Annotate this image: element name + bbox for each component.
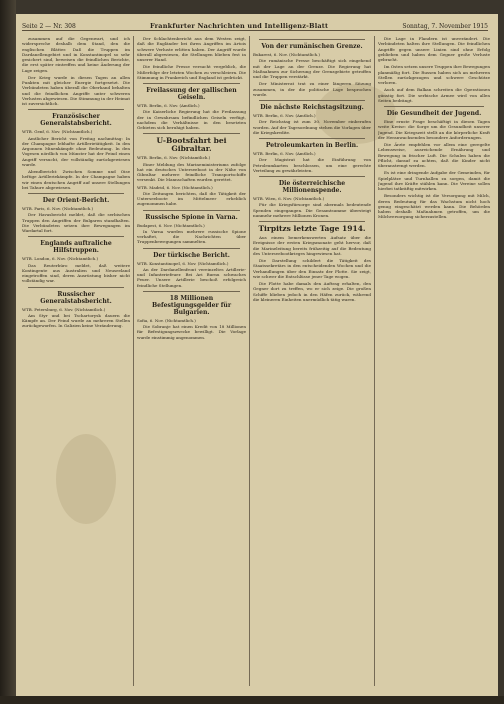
section-separator xyxy=(143,83,240,84)
section-separator xyxy=(143,291,240,292)
column-rule xyxy=(249,36,250,686)
article-headline: Die österreichische Millionenspende. xyxy=(278,180,346,194)
article-headline: Die nächste Reichstagsitzung. xyxy=(260,104,364,111)
dateline: WTB. London, 6. Nov. (Nichtamtlich.) xyxy=(22,256,99,262)
article-paragraph: Die Lage in Flandern ist unverändert. Die Verbündeten halten ihre Stellungen. Die feindlichen Angriffe gegen unsere Linien sind ohne Erfolg geblieben und haben dem Gegner große Verluste gebracht. xyxy=(378,36,490,62)
section-separator xyxy=(28,287,124,288)
article-headline: Russische Spione in Varna. xyxy=(145,213,238,221)
article-paragraph: Der Reichstag ist zum 30. November einberufen worden. Auf der Tagesordnung stehen die Vorlagen über die Kriegskredite. xyxy=(253,119,371,135)
section-separator xyxy=(259,100,365,101)
article-paragraph: Einer Meldung des Marineministeriums zufolge hat ein deutsches Unterseeboot in der Nähe von Gibraltar mehrere feindliche Transportschiffe versenkt. Die Mannschaften wurden gerettet. xyxy=(137,161,246,183)
column-rule xyxy=(133,36,134,686)
article-paragraph: Die Flotte habe damals den Auftrag erhalten, den Gegner dort zu treffen, wo er sich zeige. Die großen Schiffe blieben jedoch in den Häfen zurück, während die kleineren Einheiten unermüdlich tätig waren. xyxy=(253,281,371,302)
section-separator xyxy=(143,210,240,211)
dateline: WTB. Paris, 6. Nov. (Nichtamtlich.) xyxy=(22,206,94,211)
article-paragraph: Besonders wichtig ist die Versorgung mit Milch, deren Bedeutung für das Wachstum nicht hoch genug eingeschätzt werden kann. Die Behörden haben deshalb Maßnahmen getroffen, um die Milchversorgung sicherzustellen. xyxy=(378,193,490,220)
article-paragraph: Eine ernste Frage beschäftigt in diesen Tagen weite Kreise: die Sorge um die Gesundheit unserer Jugend. Die Kriegszeit stellt an die körperliche Kraft der Heranwachsenden besondere Anforderungen. xyxy=(378,119,490,140)
article-paragraph: Die Sobranje hat einen Kredit von 18 Millionen für Befestigungszwecke bewilligt. Die Vorlage wurde einstimmig angenommen. xyxy=(137,324,246,340)
dateline: WTB. Berlin, 6. Nov. (Amtlich.) xyxy=(137,103,200,108)
page-number: Seite 2 — Nr. 308 xyxy=(22,23,76,30)
article-paragraph: Die Kaiserliche Regierung hat die Freilassung der in Gewahrsam befindlichen Geiseln verfügt, nachdem die Verhältnisse in den besetzten Gebieten sich beruhigt haben. xyxy=(137,109,246,130)
article-headline: Russischer Generalstabsbericht. xyxy=(40,290,112,305)
dateline: WTB. Wien, 6. Nov. (Nichtamtlich.) xyxy=(253,196,325,201)
article-paragraph: Die Darstellung schildert die Tätigkeit des Staatssekretärs in den entscheidenden Wochen und die Verhandlungen über den Einsatz der Flotte. Sie zeigt, wie schwer die Entschlüsse jener Tage wogen. xyxy=(253,258,371,279)
dateline: WTB. Berlin, 6. Nov. (Amtlich.) xyxy=(253,113,316,118)
article-headline: Freilassung der gallischen Geiseln. xyxy=(146,87,237,101)
dateline: Bukarest, 6. Nov. (Nichtamtlich.) xyxy=(253,52,320,57)
article-paragraph: Amtlicher Bericht von Freitag nachmittag: In der Champagne lebhafte Artillerietätigkeit. In den Argonnen Minenkämpfe ohne Bedeutung. In den Vogesen nördlich von Münster hat der Feind einen Angriff versucht, der vollständig zurückgewiesen wurde. xyxy=(22,135,130,167)
article-headline: Petroleumkarten in Berlin. xyxy=(265,142,359,149)
article-paragraph: An der Dardanellenfront vereinzeltes Artillerie- und Infanteriefeuer. Bei Ari Burnu schwaches Feuer. Unsere Artillerie beschoß erfolgreich feindliche Stellungen. xyxy=(137,266,246,288)
article-paragraph: Das Reuterbüro meldet, daß weitere Kontingente aus Australien und Neuseeland eingetroffen sind, deren Ausrüstung bisher nicht vollständig war. xyxy=(22,262,130,284)
section-separator xyxy=(259,138,365,139)
article-paragraph: Im Osten setzen unsere Truppen ihre Bewegungen planmäßig fort. Die Russen haben sich an mehreren Stellen zurückgezogen und schwere Geschütze verloren. xyxy=(378,64,490,85)
page-header xyxy=(22,18,488,31)
article-paragraph: Der Ministerrat trat zu einer längeren Sitzung zusammen, in der die politische Lage besprochen wurde. xyxy=(253,81,371,97)
article-paragraph: zusammen auf die Gegenwart, und ich widerspreche deshalb dem Stand, den die englischen Blätter. Daß die Truppen im Dardanellengebiet und in Konstantinopel so sehr gesichert sind, beweisen die feindlichen Berichte, die erst später eintreffen und keine Änderung der Lage zeigen. xyxy=(22,36,130,73)
section-separator xyxy=(28,109,124,110)
column-2 xyxy=(137,36,246,691)
column-rule xyxy=(374,36,375,686)
article-headline: 18 Millionen Befestigungsgelder für Bulgarien. xyxy=(151,294,232,316)
article-headline: Der türkische Bericht. xyxy=(153,251,230,259)
article-paragraph: Die rumänische Presse beschäftigt sich eingehend mit der Lage an der Grenze. Die Regierung hat Maßnahmen zur Sicherung der Grenzgebiete getroffen und die Truppen verstärkt. xyxy=(253,58,371,79)
binding-edge xyxy=(0,0,16,704)
article-headline: Die Gesundheit der Jugend. xyxy=(386,110,482,117)
column-4 xyxy=(378,36,490,691)
article-paragraph: Auch auf dem Balkan schreiten die Operationen günstig fort. Die serbische Armee wird von allen Seiten bedrängt. xyxy=(378,87,490,103)
article-paragraph: Der Schlachtenbericht aus dem Westen zeigt, daß die Engländer bei ihren Angriffen im Artois schwere Verluste erlitten haben. Der Angriff wurde überall abgewiesen, die Stellungen blieben fest in unserer Hand. xyxy=(137,36,246,62)
column-3 xyxy=(253,36,371,691)
article-headline: Von der rumänischen Grenze. xyxy=(261,43,363,50)
article-paragraph: Die Zeitungen berichten, daß die Tätigkeit der Unterseeboote im Mittelmeer erheblich zugenommen habe. xyxy=(137,190,246,207)
article-paragraph: Der Krieg wurde in diesen Tagen an allen Punkten mit gleicher Energie fortgesetzt. Die Verbündeten haben überall die Oberhand behalten und die feindlichen Angriffe unter schweren Verlusten abgewiesen. Die Stimmung in der Heimat ist zuversichtlich. xyxy=(22,74,130,106)
dateline: WTB. Genf, 6. Nov. (Nichtamtlich.) xyxy=(22,129,93,135)
column-1 xyxy=(22,36,130,691)
section-separator xyxy=(259,39,365,40)
article-headline: Englands auftraliche Hilfstruppen. xyxy=(40,240,112,255)
article-paragraph: Aus einem bemerkenswerten Aufsatz über die Ereignisse der ersten Kriegsmonate geht hervor, daß die Marineleitung bereits frühzeitig auf die Bedeutung des Unterseebootkrieges hingewiesen hat. xyxy=(253,235,371,256)
article-headline: Der Orient-Bericht. xyxy=(42,197,110,204)
dateline: WTB. Berlin, 6. Nov. (Nichtamtlich.) xyxy=(137,155,211,161)
section-separator xyxy=(28,236,124,237)
dateline: Budapest, 6. Nov. (Nichtamtlich.) xyxy=(137,222,205,228)
article-paragraph: In Varna wurden mehrere russische Spione verhaftet, die Nachrichten über Truppenbewegungen sammelten. xyxy=(137,228,246,245)
section-separator xyxy=(259,221,365,222)
article-paragraph: Abendbericht: Zwischen Somme und Oise heftige Artilleriekämpfe. In der Champagne haben wir einen deutschen Angriff auf unsere Stellungen bei Tahure abgewiesen. xyxy=(22,169,130,190)
section-separator xyxy=(143,133,240,134)
article-paragraph: Für die Kriegsfürsorge sind abermals bedeutende Spenden eingegangen. Die Gesamtsumme übersteigt nunmehr mehrere Millionen Kronen. xyxy=(253,202,371,218)
article-headline: Französischer Generalstabsbericht. xyxy=(40,113,112,128)
section-separator xyxy=(28,193,124,194)
article-paragraph: Der Magistrat hat die Einführung von Petroleumkarten beschlossen, um eine gerechte Verteilung zu gewährleisten. xyxy=(253,157,371,173)
dateline: WTB. Konstantinopel, 6. Nov. (Nichtamtlich.) xyxy=(137,260,229,266)
dateline: WTB. Madrid, 6. Nov. (Nichtamtlich.) xyxy=(137,184,213,190)
newspaper-page xyxy=(16,14,498,698)
dateline: Sofia, 6. Nov. (Nichtamtlich.) xyxy=(137,317,196,323)
article-paragraph: Es ist eine dringende Aufgabe der Gemeinden, für Spielplätze und Turnhallen zu sorgen, damit die Jugend ihre Kräfte stählen kann. Die Vereine sollen hierbei tatkräftig mitwirken. xyxy=(378,170,490,191)
article-paragraph: Der Havasbericht meldet, daß die serbischen Truppen den Angriffen der Bulgaren standhalten. Die Verbündeten setzen ihre Bewegungen im Wardartal fort. xyxy=(22,212,130,233)
article-paragraph: Die feindliche Presse versucht vergeblich, die Mißerfolge der letzten Wochen zu verschleiern. Die Stimmung in Frankreich und England ist gedrückt. xyxy=(137,64,246,80)
page-bottom-shadow xyxy=(0,696,504,704)
dateline: WTB. Berlin, 6. Nov. (Amtlich.) xyxy=(253,151,316,156)
issue-date: Sonntag, 7. November 1915 xyxy=(402,23,488,30)
section-separator xyxy=(259,176,365,177)
article-paragraph: Am Styr und bei Tschartorysk dauern die Kämpfe an. Der Feind wurde an mehreren Stellen zurückgeworfen. In Galizien keine Veränderung. xyxy=(22,312,130,329)
article-headline: Tirpitzs letzte Tage 1914. xyxy=(258,224,366,233)
section-separator xyxy=(384,106,484,107)
section-separator xyxy=(143,248,240,249)
masthead: Frankfurter Nachrichten und Intelligenz-Blatt xyxy=(149,22,329,30)
dateline: WTB. Petersburg, 6. Nov. (Nichtamtlich.) xyxy=(22,306,106,312)
article-headline: U-Bootsfahrt bei Gibraltar. xyxy=(156,136,227,154)
article-paragraph: Die Ärzte empfehlen vor allem eine geregelte Lebensweise, ausreichende Ernährung und Bewegung in frischer Luft. Die Schulen haben die Pflicht, darauf zu achten, daß die Kinder nicht überanstrengt werden. xyxy=(378,142,490,168)
